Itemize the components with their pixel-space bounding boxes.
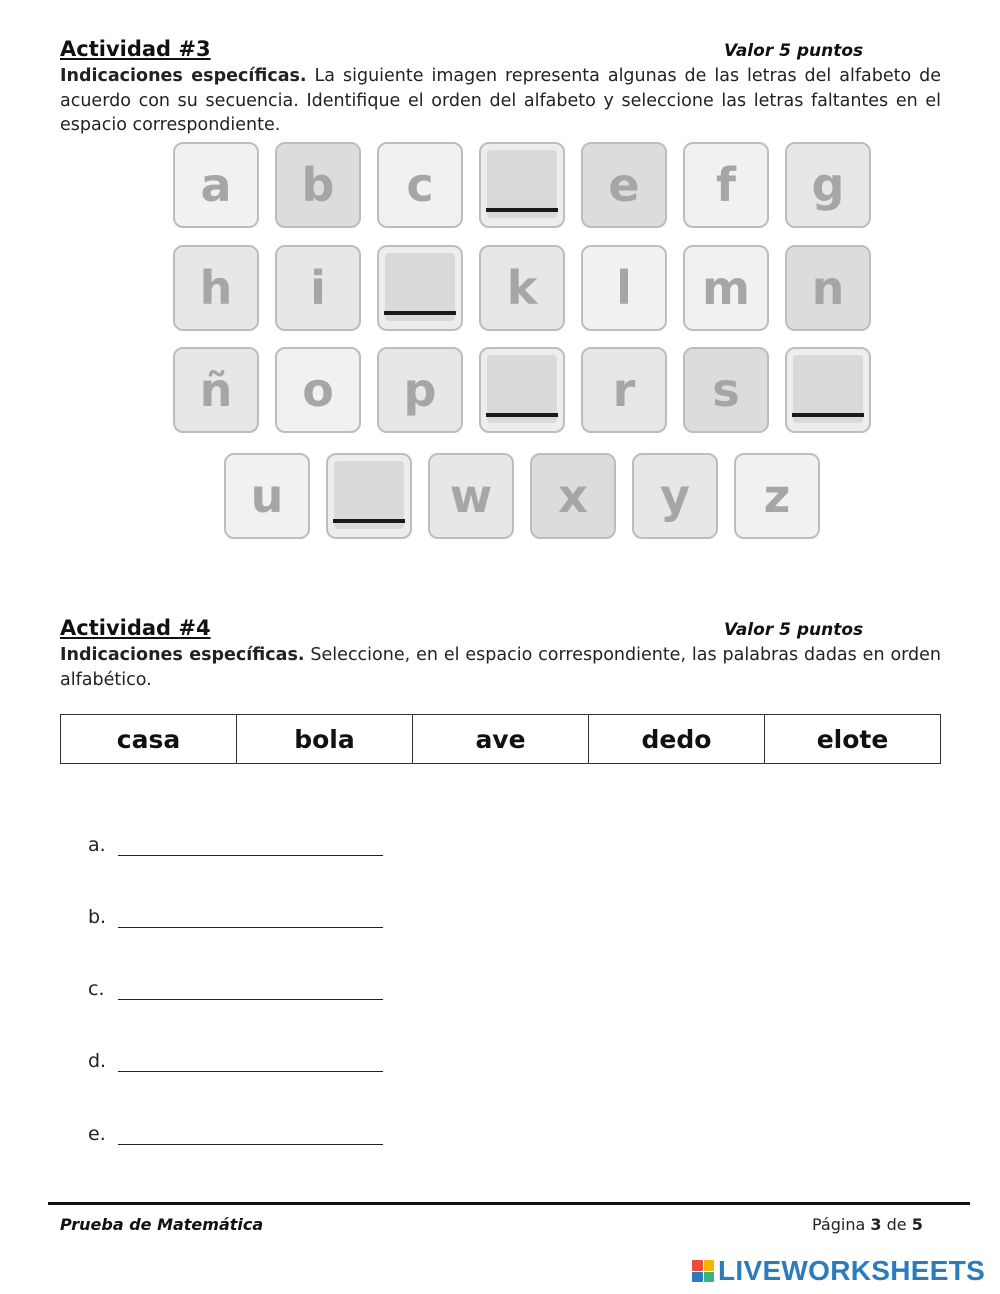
answer-blank-d[interactable]: [118, 1053, 383, 1072]
letter-key-n: n: [785, 245, 871, 331]
activity3-title: Actividad #3: [60, 37, 211, 61]
liveworksheets-icon: [692, 1260, 714, 1282]
letter-key-c: c: [377, 142, 463, 228]
answer-row-d: [88, 1050, 383, 1072]
activity3-instructions: [60, 64, 941, 138]
letter-key-l: l: [581, 245, 667, 331]
answer-label: e.: [88, 1123, 106, 1145]
word-row: [61, 715, 941, 764]
page-mid: de: [881, 1215, 912, 1234]
slot-underline: [486, 413, 558, 417]
letter-key-m: m: [683, 245, 769, 331]
slot-underline: [384, 311, 456, 315]
missing-letter-slot[interactable]: [479, 347, 565, 433]
letter-key-s: s: [683, 347, 769, 433]
answer-blank-a[interactable]: [118, 837, 383, 856]
word-cell: elote: [765, 715, 941, 764]
answer-label: b.: [88, 906, 107, 928]
slot-underline: [486, 208, 558, 212]
footer-subject: Prueba de Matemática: [60, 1215, 264, 1234]
answer-blank-e[interactable]: [118, 1126, 383, 1145]
activity4-instructions: [60, 643, 941, 692]
letter-key-r: r: [581, 347, 667, 433]
activity3-instructions-label: Indicaciones específicas.: [60, 66, 307, 86]
word-cell: ave: [413, 715, 589, 764]
answer-blank-b[interactable]: [118, 909, 383, 928]
keyboard-row: [173, 347, 871, 433]
word-table: [60, 714, 941, 764]
slot-underline: [792, 413, 864, 417]
letter-key-y: y: [632, 453, 718, 539]
letter-key-k: k: [479, 245, 565, 331]
letter-key-f: f: [683, 142, 769, 228]
page-current: 3: [870, 1215, 882, 1234]
letter-key-g: g: [785, 142, 871, 228]
letter-key-a: a: [173, 142, 259, 228]
letter-key-w: w: [428, 453, 514, 539]
logo-square: [692, 1260, 703, 1271]
missing-letter-slot[interactable]: [785, 347, 871, 433]
answer-row-b: [88, 906, 383, 928]
letter-key-b: b: [275, 142, 361, 228]
answer-label: a.: [88, 834, 106, 856]
activity3-instructions-text: La siguiente imagen representa algunas de las letras del alfabeto de acuerdo con su secuencia. Identifique el orden del alfabeto y seleccione las letras faltantes en el espacio correspondiente.: [60, 66, 941, 135]
logo-square: [692, 1272, 703, 1283]
letter-key-ñ: ñ: [173, 347, 259, 433]
footer-divider: [48, 1202, 970, 1205]
activity4-value: Valor 5 puntos: [724, 620, 864, 640]
answer-label: d.: [88, 1050, 107, 1072]
letter-key-e: e: [581, 142, 667, 228]
letter-key-u: u: [224, 453, 310, 539]
keyboard-row: [224, 453, 820, 539]
activity4-title: Actividad #4: [60, 616, 211, 640]
letter-key-x: x: [530, 453, 616, 539]
missing-letter-slot[interactable]: [479, 142, 565, 228]
footer-page-number: [812, 1215, 923, 1234]
missing-letter-slot[interactable]: [377, 245, 463, 331]
answer-label: c.: [88, 978, 105, 1000]
letter-key-h: h: [173, 245, 259, 331]
logo-square: [704, 1260, 715, 1271]
letter-key-z: z: [734, 453, 820, 539]
activity3-value: Valor 5 puntos: [724, 41, 864, 61]
slot-underline: [333, 519, 405, 523]
activity4-instructions-label: Indicaciones específicas.: [60, 645, 305, 665]
word-cell: dedo: [589, 715, 765, 764]
activity4-instructions-text: Seleccione, en el espacio correspondiente, las palabras dadas en orden alfabético.: [60, 645, 941, 690]
letter-key-p: p: [377, 347, 463, 433]
answer-row-e: [88, 1123, 383, 1145]
word-cell: casa: [61, 715, 237, 764]
letter-key-o: o: [275, 347, 361, 433]
page-total: 5: [911, 1215, 923, 1234]
liveworksheets-logo: [692, 1255, 985, 1287]
keyboard-row: [173, 142, 871, 228]
answer-row-c: [88, 978, 383, 1000]
logo-square: [704, 1272, 715, 1283]
letter-key-i: i: [275, 245, 361, 331]
keyboard-row: [173, 245, 871, 331]
answer-blank-c[interactable]: [118, 981, 383, 1000]
answer-row-a: [88, 834, 383, 856]
page-prefix: Página: [812, 1215, 871, 1234]
missing-letter-slot[interactable]: [326, 453, 412, 539]
word-cell: bola: [237, 715, 413, 764]
liveworksheets-wordmark: LIVEWORKSHEETS: [718, 1255, 986, 1286]
